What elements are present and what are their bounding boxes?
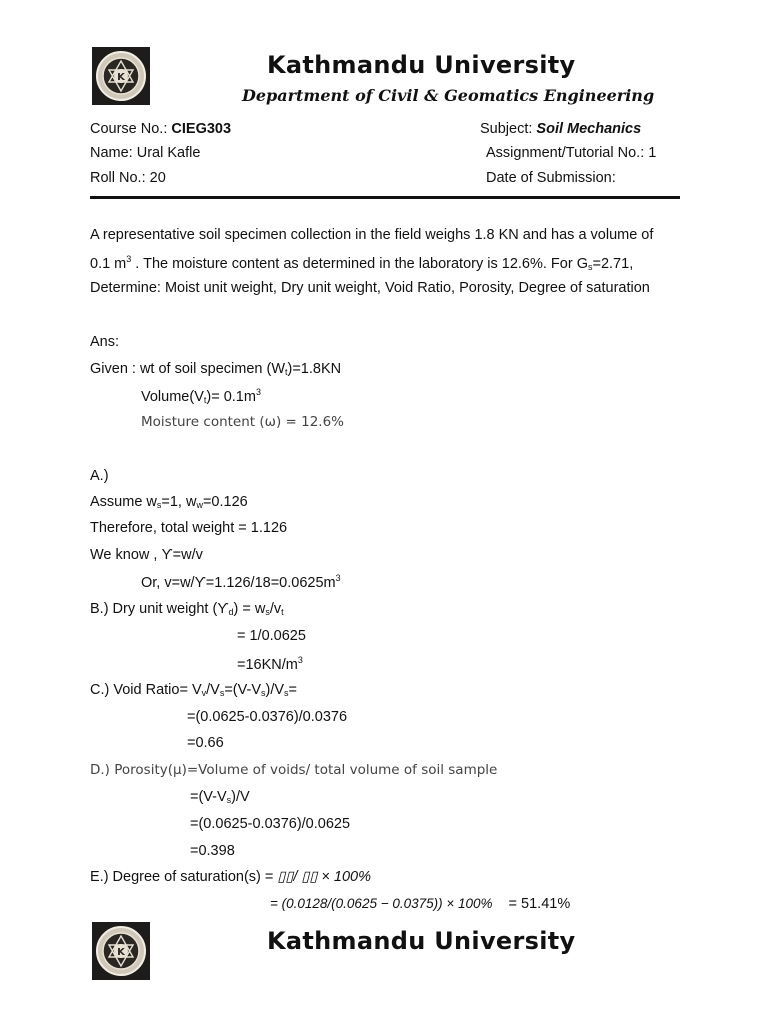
part-d-line-3: =(0.0625-0.0376)/0.0625 bbox=[190, 816, 351, 832]
part-c-line bbox=[90, 682, 297, 698]
c-d: )/V bbox=[265, 682, 285, 698]
d2-sub: s bbox=[226, 795, 232, 805]
subject-value: Soil Mechanics bbox=[536, 121, 642, 137]
b-sub3: t bbox=[281, 607, 284, 617]
c-a: C.) Void Ratio= V bbox=[90, 682, 202, 698]
assume-sub2: w bbox=[196, 500, 203, 510]
volume-b: )= 0.1m bbox=[206, 389, 256, 405]
assume-sub1: s bbox=[156, 500, 162, 510]
svg-text:K: K bbox=[117, 947, 125, 958]
question-line-3: Determine: Moist unit weight, Dry unit weight, Void Ratio, Porosity, Degree of saturation bbox=[90, 280, 650, 296]
assume-a: Assume w bbox=[90, 494, 157, 510]
volume-sup: 3 bbox=[255, 387, 261, 397]
or-line bbox=[141, 573, 341, 591]
e-a: E.) Degree of saturation(s) = bbox=[90, 869, 278, 885]
c-sub3: s bbox=[261, 688, 266, 698]
question-line-2 bbox=[90, 254, 633, 272]
university-title: Kathmandu University bbox=[267, 51, 576, 79]
c-c: =(V-V bbox=[224, 682, 261, 698]
part-b-line-3 bbox=[237, 655, 303, 673]
part-b-line-2: = 1/0.0625 bbox=[237, 628, 306, 644]
volume-line bbox=[141, 387, 261, 405]
assume-b: =1, w bbox=[161, 494, 197, 510]
e-formula: ▯▯/ ▯▯ × 100% bbox=[277, 869, 371, 885]
therefore-line: Therefore, total weight = 1.126 bbox=[90, 520, 288, 536]
b3-sup: 3 bbox=[297, 655, 303, 665]
or-sup: 3 bbox=[335, 573, 341, 583]
q2-part-c: =2.71, bbox=[592, 256, 634, 272]
c-b: /V bbox=[206, 682, 220, 698]
course-number bbox=[90, 121, 231, 137]
department-name: Department of Civil & Geomatics Engineering bbox=[242, 86, 655, 105]
q2-part-a: 0.1 m bbox=[90, 256, 127, 272]
c-sub1: v bbox=[201, 688, 207, 698]
c-sub2: s bbox=[219, 688, 225, 698]
university-logo-footer bbox=[92, 922, 150, 980]
svg-text:K: K bbox=[117, 72, 125, 83]
part-c-line-3: =0.66 bbox=[187, 735, 224, 751]
question-line-1: A representative soil specimen collection in the field weighs 1.8 KN and has a volume of bbox=[90, 227, 654, 243]
footer-university-title: Kathmandu University bbox=[267, 927, 576, 955]
volume-sub: t bbox=[203, 395, 207, 405]
assume-line bbox=[90, 494, 248, 510]
roll-number: Roll No.: 20 bbox=[90, 170, 166, 186]
c-e: = bbox=[288, 682, 297, 698]
q2-sup: 3 bbox=[126, 254, 132, 264]
header-divider bbox=[90, 196, 680, 199]
assume-c: =0.126 bbox=[202, 494, 248, 510]
given-line bbox=[90, 361, 341, 377]
b3-a: =16KN/m bbox=[237, 657, 298, 673]
b-b: ) = w bbox=[233, 601, 266, 617]
submission-date: Date of Submission: bbox=[486, 170, 616, 186]
q2-sub: s bbox=[588, 262, 593, 272]
given-a: Given : wt of soil specimen (W bbox=[90, 361, 285, 377]
e2-a: = (0.0128/(0.0625 − 0.0375)) × 100% bbox=[270, 896, 493, 911]
c-sub4: s bbox=[284, 688, 289, 698]
part-d-line-2 bbox=[190, 789, 250, 805]
student-name: Name: Ural Kafle bbox=[90, 145, 201, 161]
part-c-line-2: =(0.0625-0.0376)/0.0376 bbox=[187, 709, 348, 725]
ans-label: Ans: bbox=[90, 334, 120, 350]
part-a-label: A.) bbox=[90, 468, 109, 484]
university-logo bbox=[92, 47, 150, 105]
volume-a: Volume(V bbox=[141, 389, 204, 405]
weknow-line: We know , ϒ=w/v bbox=[90, 547, 203, 563]
d2-b: )/V bbox=[231, 789, 250, 805]
b-a: B.) Dry unit weight (ϒ bbox=[90, 601, 229, 617]
b-c: /v bbox=[269, 601, 282, 617]
part-d-line: D.) Porosity(μ)=Volume of voids/ total volume of soil sample bbox=[90, 762, 498, 778]
e2-b: = 51.41% bbox=[508, 896, 571, 912]
q2-part-b: . The moisture content as determined in the laboratory is 12.6%. For G bbox=[131, 256, 588, 272]
part-b-line bbox=[90, 601, 284, 617]
moisture-line: Moisture content (ω) = 12.6% bbox=[141, 414, 344, 430]
subject bbox=[480, 121, 641, 137]
b-sub: d bbox=[228, 607, 234, 617]
or-a: Or, v=w/ϒ=1.126/18=0.0625m bbox=[141, 575, 336, 591]
assignment-number: Assignment/Tutorial No.: 1 bbox=[486, 145, 657, 161]
b-sub2: s bbox=[265, 607, 270, 617]
part-e-line-2 bbox=[270, 896, 570, 912]
course-value: CIEG303 bbox=[171, 121, 232, 137]
part-d-line-4: =0.398 bbox=[190, 843, 235, 859]
course-label: Course No.: bbox=[90, 121, 172, 137]
d2-a: =(V-V bbox=[190, 789, 227, 805]
subject-label: Subject: bbox=[480, 121, 537, 137]
part-e-line bbox=[90, 869, 371, 885]
given-b: )=1.8KN bbox=[287, 361, 342, 377]
given-sub: t bbox=[285, 367, 288, 377]
